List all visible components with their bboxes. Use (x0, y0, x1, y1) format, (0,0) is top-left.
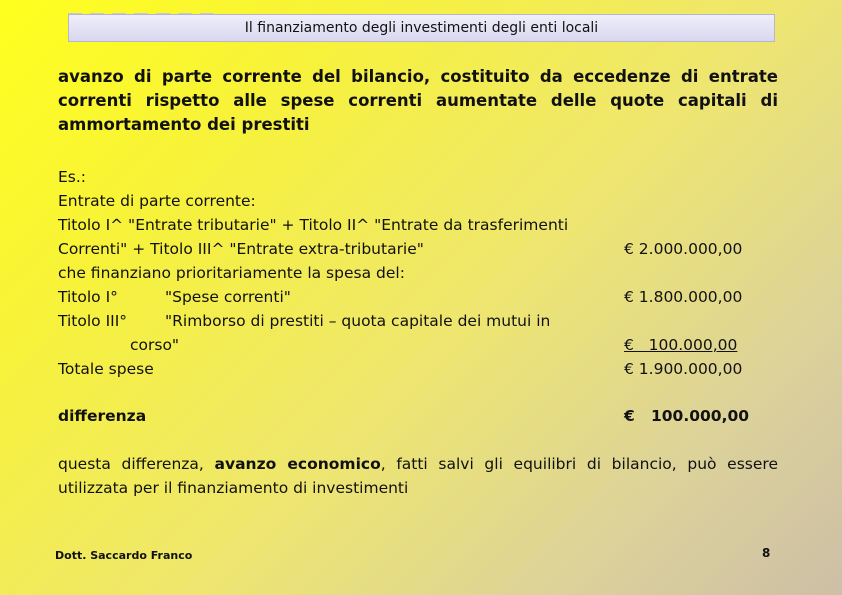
titoli-line-1: Titolo I^ "Entrate tributarie" + Titolo II^ "Entrate da trasferimenti (58, 216, 569, 234)
example-heading: Es.: (58, 168, 87, 186)
closing-paragraph (58, 452, 778, 500)
titolo1-value: € 1.800.000,00 (624, 288, 743, 306)
totale-value: € 1.900.000,00 (624, 360, 743, 378)
intro-line-2: correnti rispetto alle spese correnti aumentate delle quote capitali di (58, 91, 778, 110)
closing-line-1 (58, 452, 778, 476)
titoli-value: € 2.000.000,00 (624, 240, 743, 258)
titolo3-desc: "Rimborso di prestiti – quota capitale dei mutui in (165, 312, 551, 330)
titolo3-row (58, 312, 550, 330)
totale-label: Totale spese (58, 360, 154, 378)
footer-author: Dott. Saccardo Franco (55, 549, 193, 562)
closing-text-2: , fatti salvi gli equilibri di bilancio, può essere (380, 455, 778, 473)
slide-title-bar (68, 14, 775, 42)
titolo3-desc-cont: corso" (130, 336, 180, 354)
closing-text-1: questa differenza, (58, 455, 215, 473)
titolo1-desc: "Spese correnti" (165, 288, 291, 306)
slide-title: Il finanziamento degli investimenti degli enti locali (244, 20, 599, 36)
intro-line-1: avanzo di parte corrente del bilancio, costituito da eccedenze di entrate (58, 67, 778, 86)
titolo3-label: Titolo III° (58, 312, 128, 330)
entrate-label: Entrate di parte corrente: (58, 192, 256, 210)
page-number: 8 (762, 546, 771, 560)
finanziano-line: che finanziano prioritariamente la spesa del: (58, 264, 405, 282)
closing-line-2: utilizzata per il finanziamento di investimenti (58, 479, 409, 497)
intro-line-3: ammortamento dei prestiti (58, 115, 310, 134)
titolo1-row (58, 288, 291, 306)
titolo1-label: Titolo I° (58, 288, 118, 306)
differenza-value: € 100.000,00 (624, 407, 750, 425)
closing-bold: avanzo economico (214, 455, 381, 473)
intro-paragraph (58, 65, 778, 137)
titoli-line-2: Correnti" + Titolo III^ "Entrate extra-tributarie" (58, 240, 424, 258)
differenza-label: differenza (58, 407, 147, 425)
titolo3-value: € 100.000,00 (624, 336, 738, 354)
